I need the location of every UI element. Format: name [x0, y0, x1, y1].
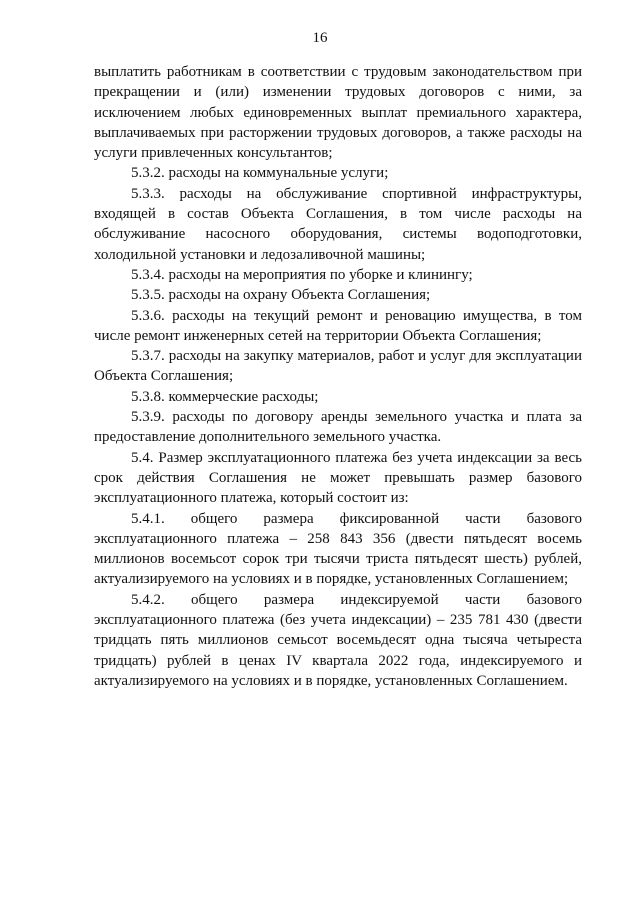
- paragraph-5-3-9: 5.3.9. расходы по договору аренды земельного участка и плата за предоставление дополнительного земельного участка.: [94, 409, 582, 446]
- paragraph-5-3-8: 5.3.8. коммерческие расходы;: [131, 388, 319, 405]
- paragraph-5-3-7: 5.3.7. расходы на закупку материалов, работ и услуг для эксплуатации Объекта Соглашения;: [94, 348, 582, 385]
- paragraph-5-4-2: 5.4.2. общего размера индексируемой части базового эксплуатационного платежа (без учета индексации) – 235 781 430 (двести тридцать пять миллионов семьсот восемьдесят одна тысяча четыреста тридцать) рублей в ценах IV квартала 2022 года, индексируемого и актуализируемого на условиях и в порядке, установленных Соглашением.: [94, 591, 582, 689]
- paragraph-5-4-1: 5.4.1. общего размера фиксированной части базового эксплуатационного платежа – 258 843 356 (двести пятьдесят восемь миллионов восемьсот сорок три тысячи триста пятьдесят шесть) рублей, актуализируемого на условиях и в порядке, установленных Соглашением;: [94, 510, 582, 588]
- paragraph-5-3-2: 5.3.2. расходы на коммунальные услуги;: [131, 165, 389, 182]
- page-number: 16: [312, 30, 328, 46]
- paragraph-5-3-6: 5.3.6. расходы на текущий ремонт и реновацию имущества, в том числе ремонт инженерных сетей на территории Объекта Соглашения;: [94, 307, 582, 344]
- paragraph-continuation: выплатить работникам в соответствии с трудовым законодательством при прекращении и (или) изменении трудовых договоров с ними, за исключением любых единовременных выплат премиального характера, выплачиваемых при расторжении трудовых договоров, а также расходы на услуги привлеченных консультантов;: [94, 64, 582, 162]
- paragraph-5-3-3: 5.3.3. расходы на обслуживание спортивной инфраструктуры, входящей в состав Объекта Соглашения, в том числе расходы на обслуживание насосного оборудования, системы водоподготовки, холодильной установки и ледозаливочной машины;: [94, 185, 582, 263]
- paragraph-5-4: 5.4. Размер эксплуатационного платежа без учета индексации за весь срок действия Соглашения не может превышать размер базового эксплуатационного платежа, который состоит из:: [94, 449, 582, 507]
- paragraph-5-3-4: 5.3.4. расходы на мероприятия по уборке и клинингу;: [131, 266, 473, 283]
- paragraph-5-3-5: 5.3.5. расходы на охрану Объекта Соглашения;: [131, 287, 431, 304]
- document-body: [94, 62, 582, 691]
